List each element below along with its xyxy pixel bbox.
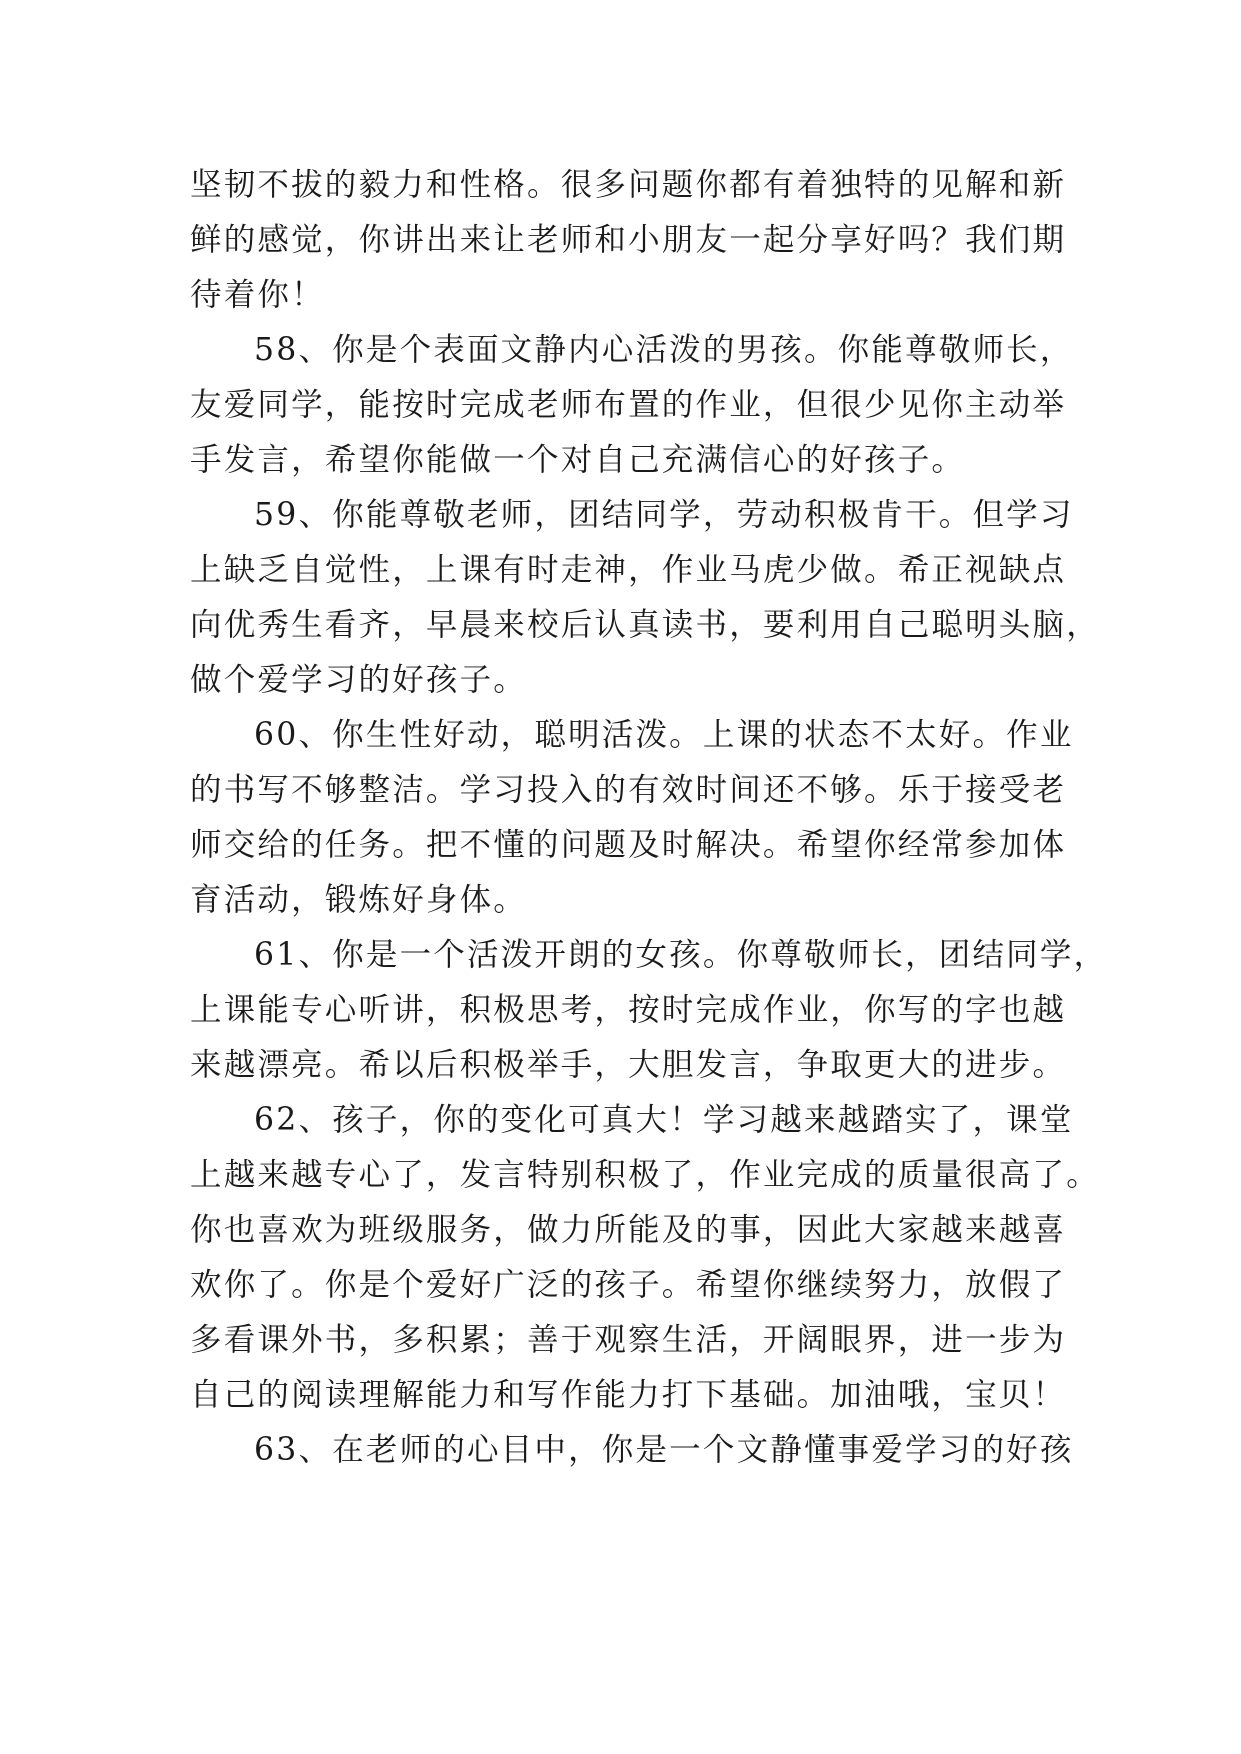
text-line: 来越漂亮。希以后积极举手，大胆发言，争取更大的进步。 [190, 1047, 1067, 1083]
text-line: 多看课外书，多积累；善于观察生活，开阔眼界，进一步为 [190, 1322, 1067, 1358]
text-line: 手发言，希望你能做一个对自己充满信心的好孩子。 [190, 442, 966, 478]
text-line: 友爱同学，能按时完成老师布置的作业，但很少见你主动举 [190, 387, 1067, 423]
text-line: 自己的阅读理解能力和写作能力打下基础。加油哦，宝贝！ [190, 1377, 1067, 1413]
text-line: 向优秀生看齐，早晨来校后认真读书，要利用自己聪明头脑， [190, 607, 1100, 643]
text-line: 师交给的任务。把不懂的问题及时解决。希望你经常参加体 [190, 827, 1067, 863]
paragraph-start-60: 60、你生性好动，聪明活泼。上课的状态不太好。作业 [254, 717, 1074, 753]
text-line: 你也喜欢为班级服务，做力所能及的事，因此大家越来越喜 [190, 1212, 1067, 1248]
text-line: 的书写不够整洁。学习投入的有效时间还不够。乐于接受老 [190, 772, 1067, 808]
text-line: 上越来越专心了，发言特别积极了，作业完成的质量很高了。 [190, 1157, 1100, 1193]
text-line: 上课能专心听讲，积极思考，按时完成作业，你写的字也越 [190, 992, 1067, 1028]
text-line: 鲜的感觉，你讲出来让老师和小朋友一起分享好吗？我们期 [190, 222, 1067, 258]
paragraph-start-61: 61、你是一个活泼开朗的女孩。你尊敬师长，团结同学， [254, 937, 1108, 973]
text-line: 待着你！ [190, 277, 325, 313]
text-line: 坚韧不拔的毅力和性格。很多问题你都有着独特的见解和新 [190, 167, 1067, 203]
paragraph-start-62: 62、孩子，你的变化可真大！学习越来越踏实了，课堂 [254, 1102, 1074, 1138]
text-line: 上缺乏自觉性，上课有时走神，作业马虎少做。希正视缺点 [190, 552, 1067, 588]
text-line: 欢你了。你是个爱好广泛的孩子。希望你继续努力，放假了 [190, 1267, 1067, 1303]
paragraph-start-63: 63、在老师的心目中，你是一个文静懂事爱学习的好孩 [254, 1432, 1074, 1468]
text-line: 育活动，锻炼好身体。 [190, 882, 528, 918]
document-body [190, 158, 1108, 1478]
text-line: 做个爱学习的好孩子。 [190, 662, 528, 698]
paragraph-start-58: 58、你是个表面文静内心活泼的男孩。你能尊敬师长， [254, 332, 1074, 368]
paragraph-start-59: 59、你能尊敬老师，团结同学，劳动积极肯干。但学习 [254, 497, 1074, 533]
